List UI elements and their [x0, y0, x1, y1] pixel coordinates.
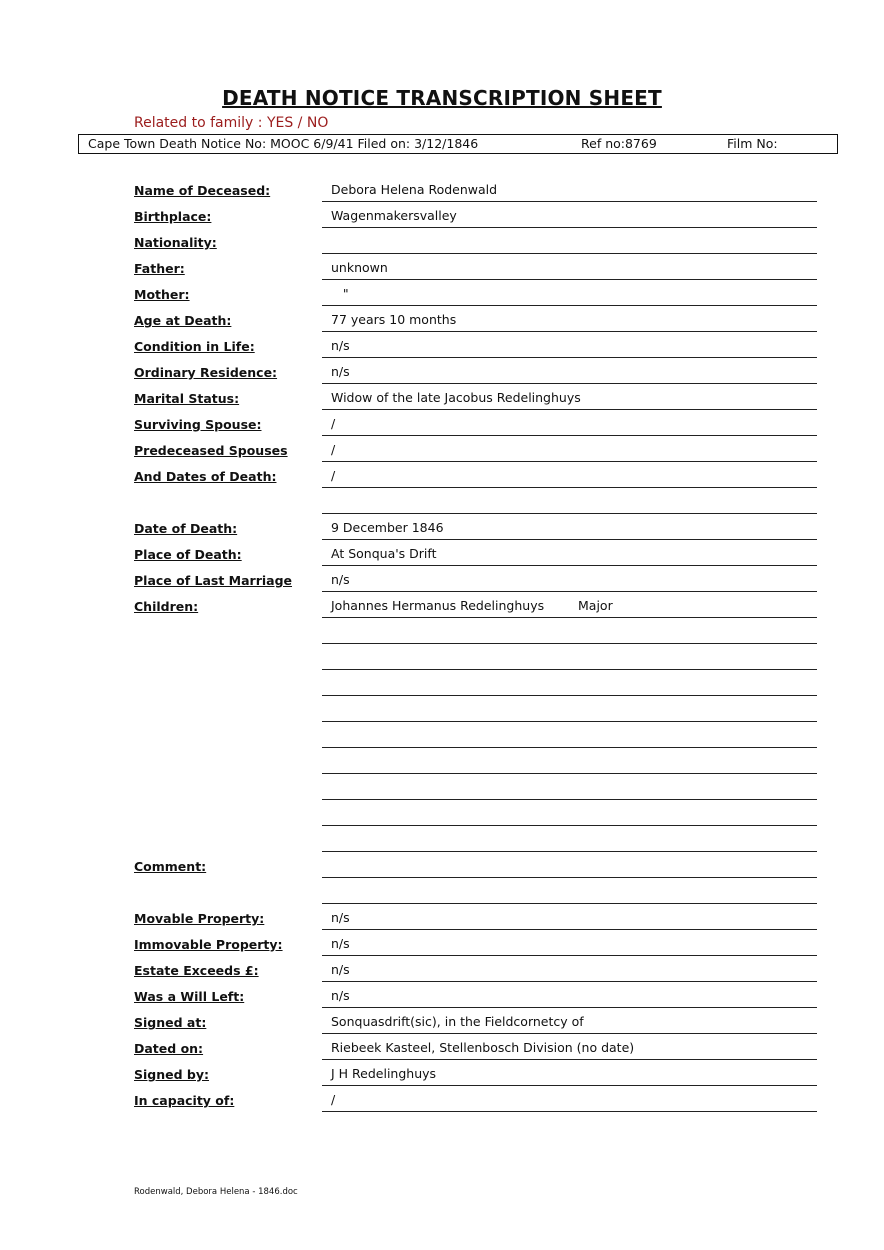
row-blank — [0, 826, 884, 852]
row-nationality — [0, 228, 884, 254]
row-movable-property — [0, 904, 884, 930]
value-movable-property: n/s — [331, 910, 350, 925]
label-father: Father: — [134, 261, 185, 276]
label-marital-status: Marital Status: — [134, 391, 240, 406]
page-title: DEATH NOTICE TRANSCRIPTION SHEET — [222, 86, 662, 110]
row-blank — [0, 644, 884, 670]
row-and-dates-of-death — [0, 462, 884, 488]
value-mother: " — [331, 286, 349, 301]
label-age-at-death: Age at Death: — [134, 313, 232, 328]
row-dated-on — [0, 1034, 884, 1060]
label-signed-at: Signed at: — [134, 1015, 207, 1030]
row-was-a-will-left — [0, 982, 884, 1008]
value-immovable-property: n/s — [331, 936, 350, 951]
footer-filename: Rodenwald, Debora Helena - 1846.doc — [134, 1187, 298, 1197]
value-surviving-spouse: / — [331, 416, 336, 431]
label-condition-in-life: Condition in Life: — [134, 339, 255, 354]
value-condition-in-life: n/s — [331, 338, 350, 353]
row-name-of-deceased — [0, 176, 884, 202]
label-mother: Mother: — [134, 287, 190, 302]
notice-number: Cape Town Death Notice No: MOOC 6/9/41 Filed on: 3/12/1846 — [88, 136, 479, 151]
value-and-dates-of-death: / — [331, 468, 336, 483]
value-dated-on: Riebeek Kasteel, Stellenbosch Division (no date) — [331, 1040, 635, 1055]
field-line — [322, 1111, 817, 1112]
row-mother — [0, 280, 884, 306]
film-number: Film No: — [727, 136, 778, 151]
value-ordinary-residence: n/s — [331, 364, 350, 379]
label-ordinary-residence: Ordinary Residence: — [134, 365, 278, 380]
label-predeceased-spouses: Predeceased Spouses — [134, 443, 288, 458]
row-age-at-death — [0, 306, 884, 332]
row-ordinary-residence — [0, 358, 884, 384]
value-predeceased-spouses: / — [331, 442, 336, 457]
row-condition-in-life — [0, 332, 884, 358]
row-blank — [0, 696, 884, 722]
row-blank — [0, 800, 884, 826]
row-surviving-spouse — [0, 410, 884, 436]
label-was-a-will-left: Was a Will Left: — [134, 989, 245, 1004]
value-estate-exceeds: n/s — [331, 962, 350, 977]
related-to-family: Related to family : YES / NO — [134, 115, 329, 131]
label-signed-by: Signed by: — [134, 1067, 210, 1082]
row-place-of-death — [0, 540, 884, 566]
row-father — [0, 254, 884, 280]
label-estate-exceeds: Estate Exceeds £: — [134, 963, 259, 978]
row-estate-exceeds — [0, 956, 884, 982]
row-blank — [0, 618, 884, 644]
row-children — [0, 592, 884, 618]
row-marital-status — [0, 384, 884, 410]
row-signed-at — [0, 1008, 884, 1034]
label-comment: Comment: — [134, 859, 207, 874]
label-nationality: Nationality: — [134, 235, 217, 250]
label-and-dates-of-death: And Dates of Death: — [134, 469, 277, 484]
row-blank — [0, 488, 884, 514]
value-marital-status: Widow of the late Jacobus Redelinghuys — [331, 390, 581, 405]
label-in-capacity-of: In capacity of: — [134, 1093, 235, 1108]
row-comment — [0, 852, 884, 878]
value-in-capacity-of: / — [331, 1092, 336, 1107]
row-blank — [0, 748, 884, 774]
label-dated-on: Dated on: — [134, 1041, 204, 1056]
row-birthplace — [0, 202, 884, 228]
value-father: unknown — [331, 260, 388, 275]
label-place-of-last-marriage: Place of Last Marriage — [134, 573, 293, 588]
value-was-a-will-left: n/s — [331, 988, 350, 1003]
value-name-of-deceased: Debora Helena Rodenwald — [331, 182, 498, 197]
row-blank — [0, 722, 884, 748]
row-predeceased-spouses — [0, 436, 884, 462]
row-blank — [0, 670, 884, 696]
notice-header-box — [78, 134, 838, 154]
label-children: Children: — [134, 599, 199, 614]
row-blank — [0, 878, 884, 904]
label-immovable-property: Immovable Property: — [134, 937, 283, 952]
row-place-of-last-marriage — [0, 566, 884, 592]
value-children: Johannes Hermanus Redelinghuys — [331, 598, 545, 613]
value-place-of-last-marriage: n/s — [331, 572, 350, 587]
label-date-of-death: Date of Death: — [134, 521, 238, 536]
label-movable-property: Movable Property: — [134, 911, 265, 926]
value-place-of-death: At Sonqua's Drift — [331, 546, 437, 561]
row-in-capacity-of — [0, 1086, 884, 1112]
label-name-of-deceased: Name of Deceased: — [134, 183, 271, 198]
row-signed-by — [0, 1060, 884, 1086]
value-date-of-death: 9 December 1846 — [331, 520, 444, 535]
value-signed-at: Sonquasdrift(sic), in the Fieldcornetcy of — [331, 1014, 584, 1029]
value-signed-by: J H Redelinghuys — [331, 1066, 437, 1081]
ref-number: Ref no:8769 — [581, 136, 657, 151]
row-blank — [0, 774, 884, 800]
label-birthplace: Birthplace: — [134, 209, 212, 224]
label-place-of-death: Place of Death: — [134, 547, 242, 562]
label-surviving-spouse: Surviving Spouse: — [134, 417, 262, 432]
value-birthplace: Wagenmakersvalley — [331, 208, 457, 223]
value-children-status: Major — [578, 598, 613, 613]
row-immovable-property — [0, 930, 884, 956]
row-date-of-death — [0, 514, 884, 540]
value-age-at-death: 77 years 10 months — [331, 312, 457, 327]
